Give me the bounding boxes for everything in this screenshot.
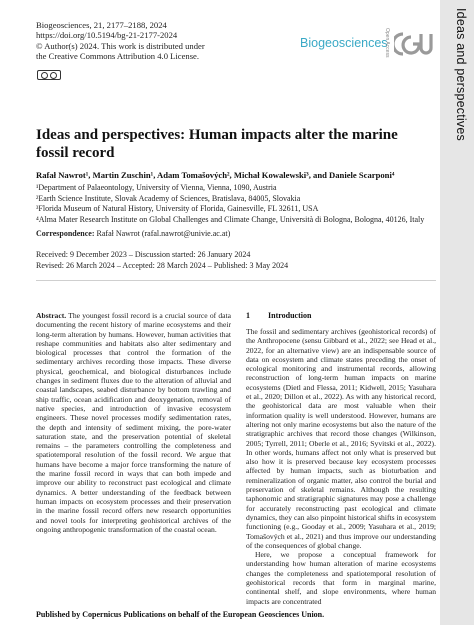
intro-paragraph-2: Here, we propose a conceptual framework for understanding how human alteration of marine ecosystems changes the completeness and spatiotemporal resolution of geohistorical records that form in marginal marine, continental shelf, and slope environments, where human impacts are concentrated [246, 550, 436, 606]
affiliation-2: ²Earth Science Institute, Slovak Academy of Sciences, Bratislava, 84005, Slovakia [36, 193, 301, 203]
egu-logo [394, 28, 434, 60]
cc-by-license-icon[interactable] [37, 70, 61, 80]
abstract-label: Abstract. [36, 311, 67, 320]
affiliation-4: ⁴Alma Mater Research Institute on Global Challenges and Climate Change, Università di Bologna, Bologna, 40126, Italy [36, 214, 425, 224]
abstract [36, 311, 231, 534]
affiliation-list [36, 183, 436, 225]
dates-received: Received: 9 December 2023 – Discussion started: 26 January 2024 [36, 250, 251, 259]
article-title: Ideas and perspectives: Human impacts alter the marine fossil record [36, 127, 398, 161]
copyright: © Author(s) 2024. This work is distributed under [36, 40, 205, 51]
journal-logo: Biogeosciences [300, 36, 388, 50]
section-divider [36, 280, 436, 281]
article-type-label: Ideas and perspectives [454, 8, 468, 141]
doi-link[interactable]: https://doi.org/10.5194/bg-21-2177-2024 [36, 30, 178, 41]
correspondence-label: Correspondence: [36, 229, 95, 238]
citation: Biogeosciences, 21, 2177–2188, 2024 [36, 20, 167, 30]
introduction-body [246, 327, 436, 606]
section-title: Introduction [268, 311, 312, 320]
egu-logo-text: EGU [394, 28, 397, 29]
abstract-text: The youngest fossil record is a crucial source of data documenting the recent history of marine ecosystems and their long-term alteration by humans. However, human activities that reshape communities and habitats also alter sedimentary and biological processes that control the formation of the sedimentary archives recording those impacts. These diverse physical, geochemical, and biological disturbances include changes in sediment fluxes due to the alteration of alluvial and coastal landscapes, seabed disturbance by bottom trawling and ship traffic, ocean acidification and deoxygenation, removal of native species, and introduction of invasive ecosystem engineers. These novel processes modify sedimentation rates, the depth and intensity of sediment mixing, the pore-water saturation state, and the preservation potential of skeletal remains – the parameters controlling the completeness and spatiotemporal resolution of the fossil record. We argue that humans have become a major force transforming the nature of the marine fossil record in ways that can both impede and improve our ability to reconstruct past ecological and climate dynamics. A better understanding of the feedback between human impacts on ecosystem processes and their preservation in the marine fossil record offers new research opportunities and novel tools for interpreting geohistorical archives of the ongoing anthropogenic transformation of the coastal ocean. [36, 311, 232, 534]
license: the Creative Commons Attribution 4.0 License. [36, 51, 200, 62]
article-dates [36, 250, 436, 271]
intro-paragraph-1: The fossil and sedimentary archives (geohistorical records) of the Anthropocene (sensu Gibbard et al., 2022; see Head et al., 2022, for an alternative view) are an indispensable source of data on ecosystem and climate states preceding the onset of ecological monitoring and instrumental records, allowing reconstruction of long-term human impacts on marine ecosystems (Dietl and Flessa, 2011; Kidwell, 2015; Yasuhara et al., 2020; Dillon et al., 2022). As with any historical record, the geohistorical data are most valuable when their information quality is well understood. However, humans are altering not only marine ecosystems but also the nature of the stratigraphic archives that record those changes (Wilkinson, 2005; Tyrrell, 2011; Oberle et al., 2016; Syvitski et al., 2022). In other words, humans affect not only what is preserved but also how it is preserved because key ecosystem processes affected by human impacts, such as bioturbation and remineralization of organic matter, also control the burial and preservation of skeletal remains. Although the resulting taphonomic and stratigraphic signatures may pose a challenge for accurately reconstructing past ecological and climate dynamics, they can also pinpoint historical shifts in ecosystem functioning (e.g., Gooday et al., 2009; Yasuhara et al., 2019; Tomašových et al., 2021) and thus improve our understanding of the consequences of global change. [246, 327, 436, 550]
affiliation-1: ¹Department of Palaeontology, University of Vienna, Vienna, 1090, Austria [36, 183, 277, 192]
introduction-heading [246, 311, 436, 320]
dates-published: Revised: 26 March 2024 – Accepted: 28 March 2024 – Published: 3 May 2024 [36, 260, 289, 270]
publisher-footer: Published by Copernicus Publications on behalf of the European Geosciences Union. [36, 610, 325, 619]
cc-icon [41, 72, 48, 79]
section-number: 1 [246, 311, 250, 320]
open-access-label: Open Access [384, 28, 390, 58]
by-icon [50, 72, 57, 79]
author-list: Rafał Nawrot¹, Martin Zuschin¹, Adam Tomašových², Michał Kowalewski³, and Daniele Scarponi⁴ [36, 170, 395, 180]
correspondence [36, 229, 436, 238]
citation-block [36, 20, 266, 62]
affiliation-3: ³Florida Museum of Natural History, University of Florida, Gainesville, FL 32611, USA [36, 204, 319, 214]
correspondence-email[interactable]: Rafał Nawrot (rafal.nawrot@univie.ac.at) [96, 229, 231, 238]
